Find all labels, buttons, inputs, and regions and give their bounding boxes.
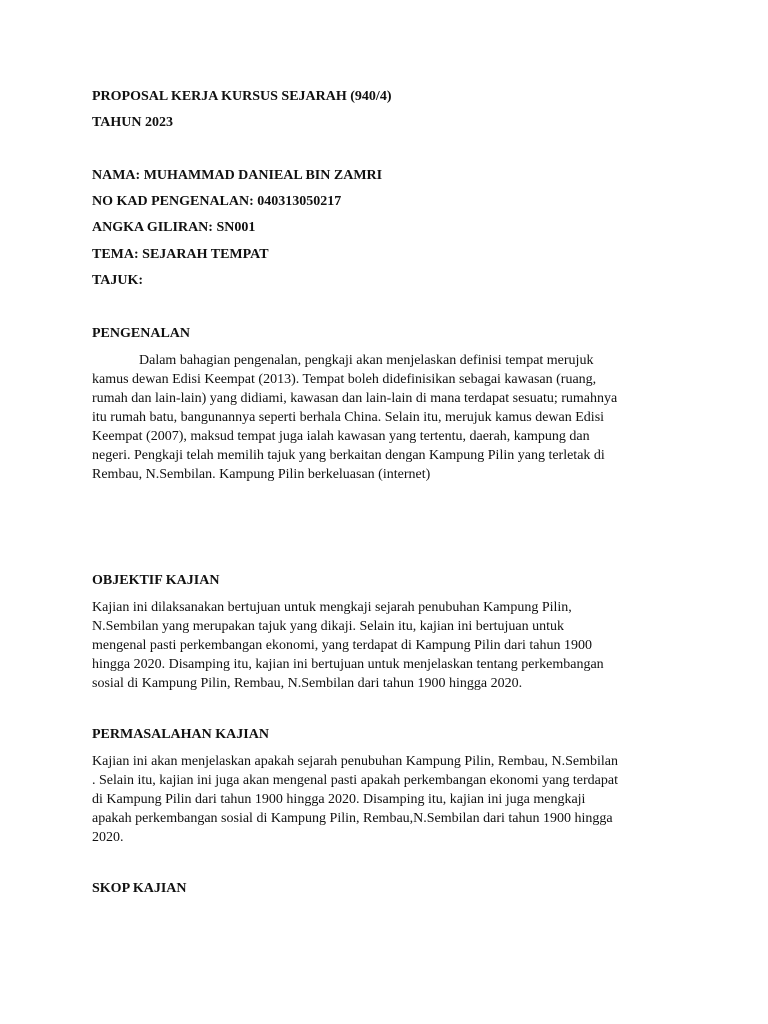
student-ic: NO KAD PENGENALAN: 040313050217 (92, 194, 342, 209)
paragraph-line: 2020. (92, 830, 124, 845)
heading-objektif: OBJEKTIF KAJIAN (92, 573, 220, 588)
paragraph-line: kamus dewan Edisi Keempat (2013). Tempat boleh didefinisikan sebagai kawasan (ruang, (92, 372, 597, 387)
paragraph-line: sosial di Kampung Pilin, Rembau, N.Sembilan dari tahun 1900 hingga 2020. (92, 676, 523, 691)
student-name: NAMA: MUHAMMAD DANIEAL BIN ZAMRI (92, 168, 383, 183)
paragraph-line: Keempat (2007), maksud tempat juga ialah kawasan yang tertentu, daerah, kampung dan (92, 429, 590, 444)
student-angka-giliran: ANGKA GILIRAN: SN001 (92, 220, 256, 235)
heading-pengenalan: PENGENALAN (92, 326, 191, 341)
heading-skop: SKOP KAJIAN (92, 881, 187, 896)
paragraph-line: Kajian ini dilaksanakan bertujuan untuk mengkaji sejarah penubuhan Kampung Pilin, (92, 600, 572, 615)
paragraph-objektif (92, 598, 672, 693)
document-year: TAHUN 2023 (92, 115, 174, 130)
paragraph-line: di Kampung Pilin dari tahun 1900 hingga 2020. Disamping itu, kajian ini juga mengkaji (92, 792, 586, 807)
paragraph-line: mengenal pasti perkembangan ekonomi, yang terdapat di Kampung Pilin dari tahun 1900 (92, 638, 592, 653)
document-title: PROPOSAL KERJA KURSUS SEJARAH (940/4) (92, 89, 392, 104)
paragraph-line: hingga 2020. Disamping itu, kajian ini bertujuan untuk menjelaskan tentang perkembangan (92, 657, 604, 672)
paragraph-line: N.Sembilan yang merupakan tajuk yang dikaji. Selain itu, kajian ini bertujuan untuk (92, 619, 565, 634)
paragraph-line: Kajian ini akan menjelaskan apakah sejarah penubuhan Kampung Pilin, Rembau, N.Sembilan (92, 754, 619, 769)
paragraph-line: itu rumah batu, bangunannya seperti berhala China. Selain itu, merujuk kamus dewan Edisi (92, 410, 605, 425)
student-tajuk: TAJUK: (92, 273, 144, 288)
paragraph-line: Rembau, N.Sembilan. Kampung Pilin berkeluasan (internet) (92, 467, 431, 482)
paragraph-line: apakah perkembangan sosial di Kampung Pilin, Rembau,N.Sembilan dari tahun 1900 hingga (92, 811, 613, 826)
paragraph-permasalahan (92, 752, 672, 847)
paragraph-pengenalan (92, 351, 672, 484)
paragraph-line: rumah dan lain-lain) yang didiami, kawasan dan lain-lain di mana terdapat sesuatu; rumahnya (92, 391, 618, 406)
paragraph-line: negeri. Pengkaji telah memilih tajuk yang berkaitan dengan Kampung Pilin yang terletak di (92, 448, 605, 463)
paragraph-line: . Selain itu, kajian ini juga akan mengenal pasti apakah perkembangan ekonomi yang terdapat (92, 773, 618, 788)
student-tema: TEMA: SEJARAH TEMPAT (92, 247, 269, 262)
heading-permasalahan: PERMASALAHAN KAJIAN (92, 727, 269, 742)
paragraph-line: Dalam bahagian pengenalan, pengkaji akan menjelaskan definisi tempat merujuk (139, 353, 594, 368)
